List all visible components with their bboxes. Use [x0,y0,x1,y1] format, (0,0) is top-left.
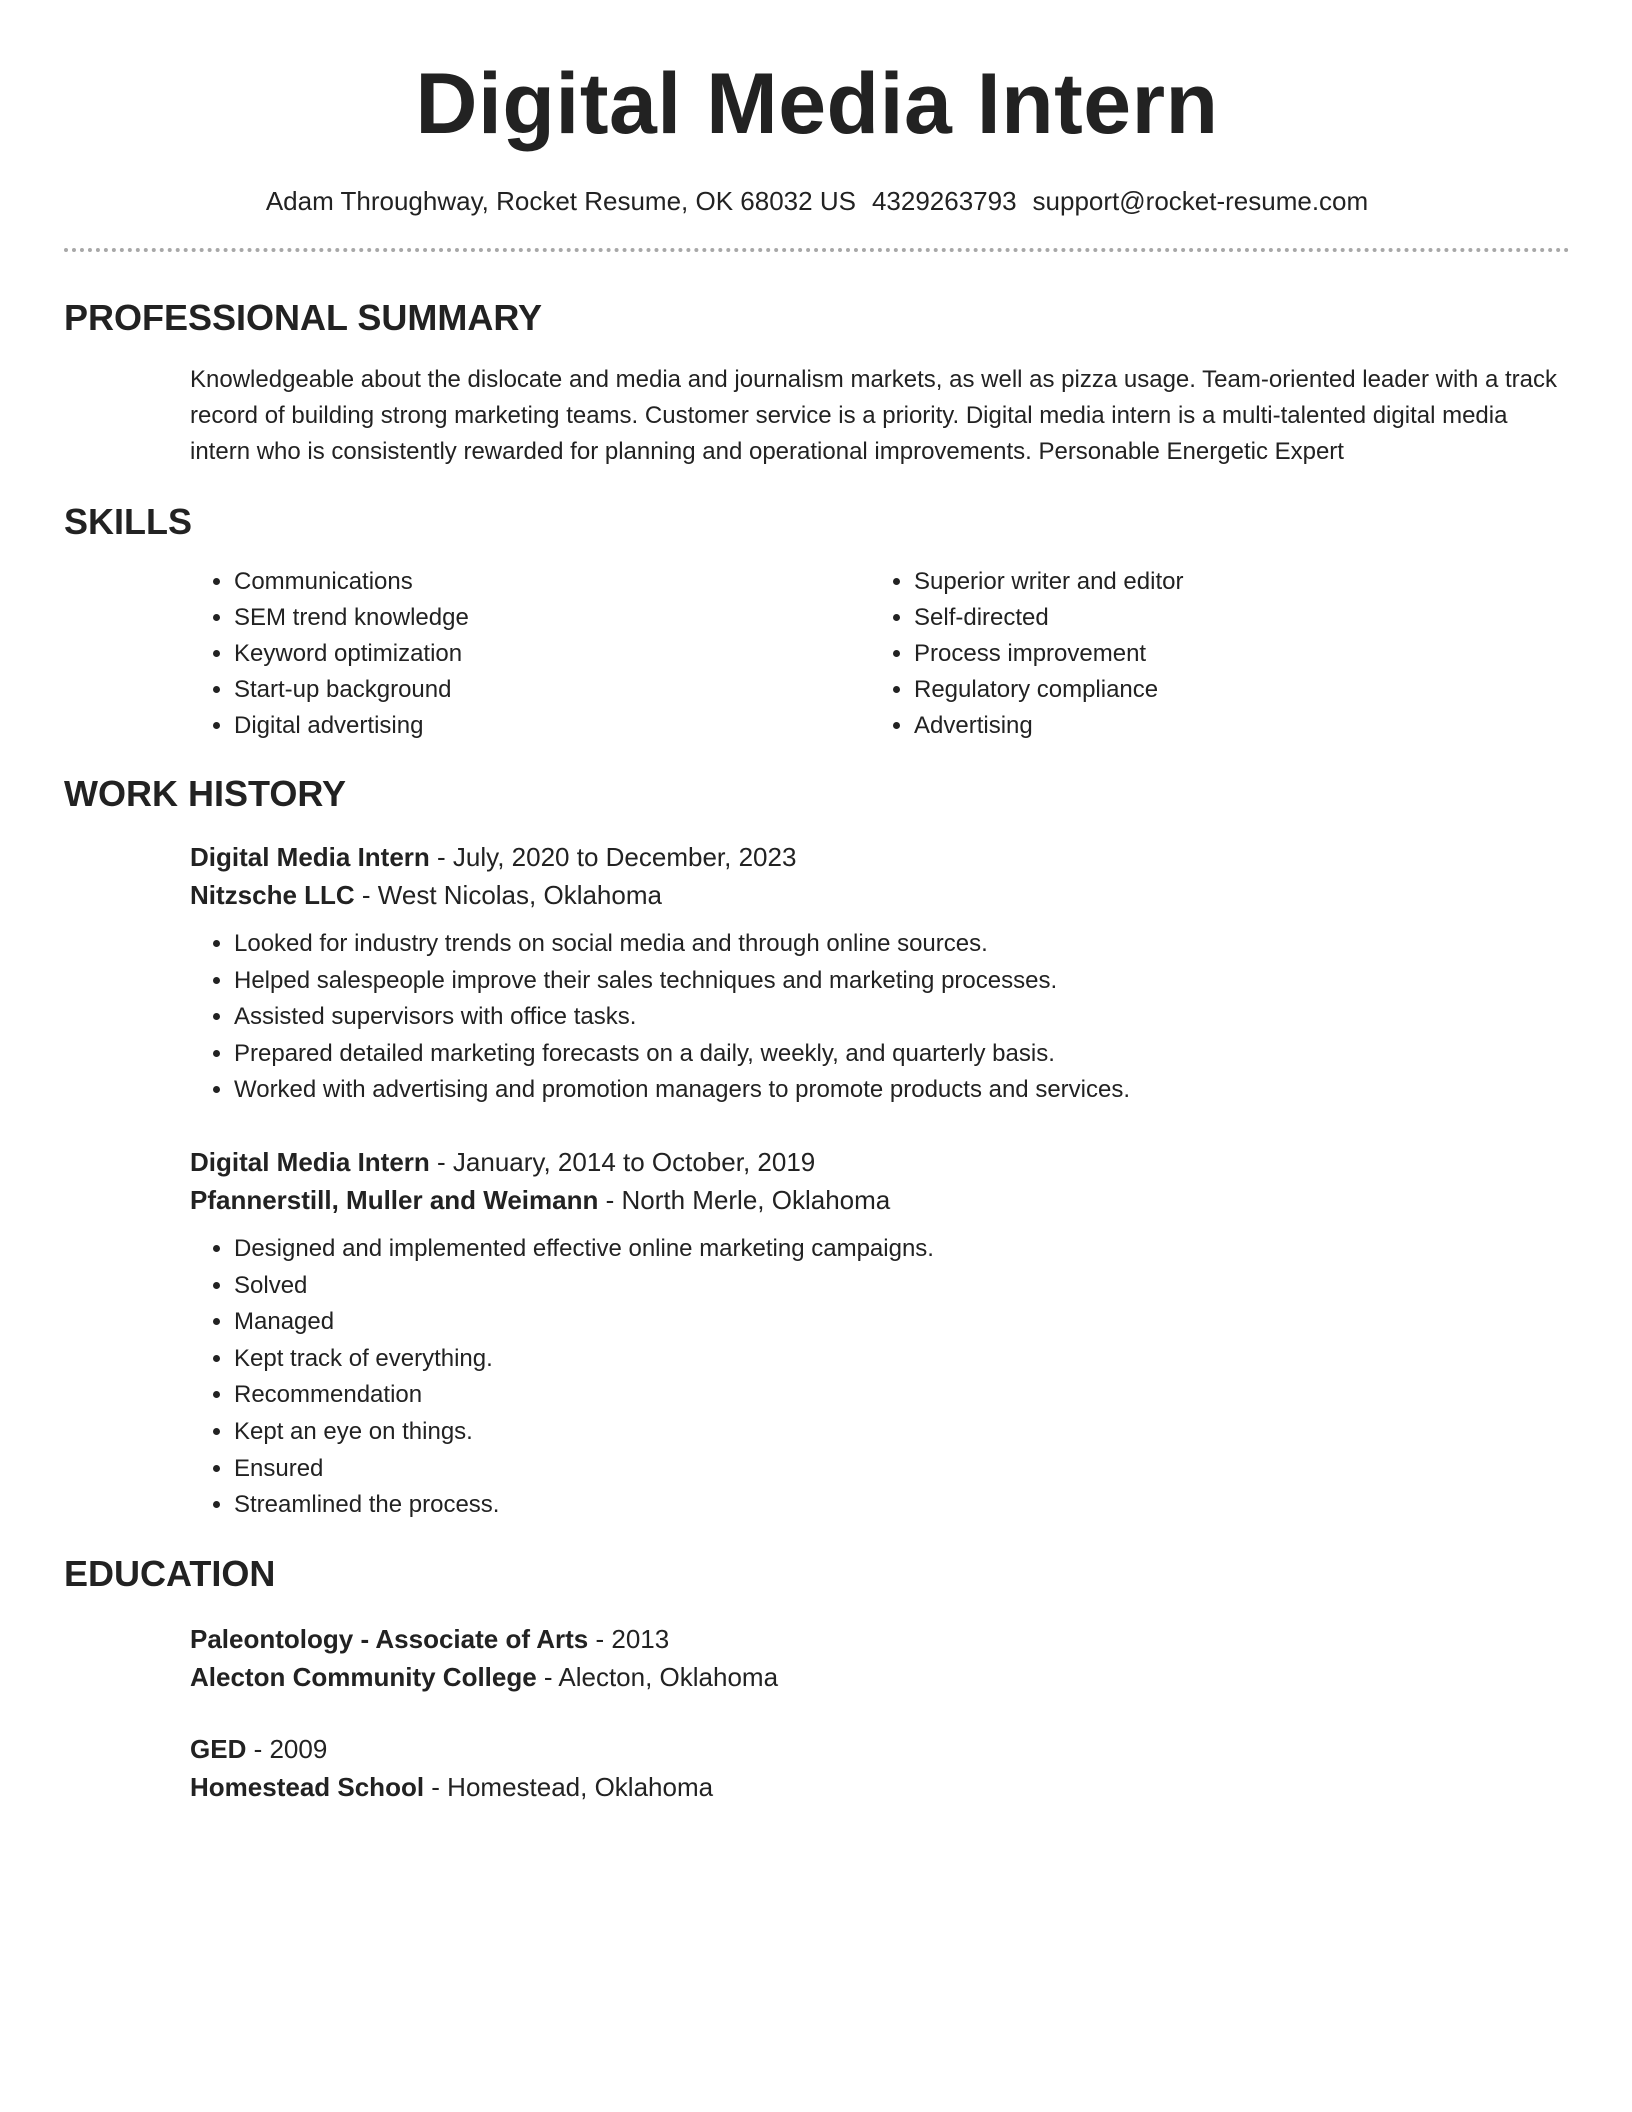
job-company: Nitzsche LLC [190,880,355,910]
duty-item: • Designed and implemented effective online marketing campaigns. [234,1231,1570,1268]
contact-line [64,184,1570,218]
skill-item: • Advertising [914,708,1514,744]
job-duties [190,926,1570,1109]
duty-item: • Ensured [234,1451,1570,1488]
contact-address: Adam Throughway, Rocket Resume, OK 68032 US [265,186,856,216]
duty-item: • Helped salespeople improve their sales techniques and marketing processes. [234,963,1570,1000]
school-line [190,1658,1570,1696]
summary-text: Knowledgeable about the dislocate and media and journalism markets, as well as pizza usage. Team-oriented leader with a track record of building strong marketing teams. Customer service is a priority. Digital media intern is a multi-talented digital media intern who is consistently rewarded for planning and operational improvements. Personable Energetic Expert [190,366,1557,465]
work-history-heading: WORK HISTORY [64,773,347,814]
school: Homestead School [190,1771,425,1802]
duty-item: • Looked for industry trends on social media and through online sources. [234,926,1570,963]
degree-year: - 2009 [246,1733,328,1764]
resume-title: Digital Media Intern [415,56,1219,152]
degree-line [190,1620,1570,1658]
job-entry [190,838,1570,1109]
education-entry [190,1620,1570,1696]
degree-line [190,1730,1570,1768]
skill-item: • Superior writer and editor [914,564,1514,600]
education-heading: EDUCATION [64,1552,276,1594]
skill-item: • Keyword optimization [234,636,870,672]
summary-heading: PROFESSIONAL SUMMARY [64,297,543,338]
duty-item: • Assisted supervisors with office tasks. [234,999,1570,1036]
skills-column-left [190,564,870,744]
degree: GED [190,1733,247,1764]
job-entry [190,1143,1570,1524]
job-title-line [190,1143,1570,1181]
degree: Paleontology - Associate of Arts [190,1623,589,1654]
header-divider [64,248,1570,252]
duty-item: • Solved [234,1268,1570,1305]
school-line [190,1768,1570,1806]
school-location: - Homestead, Oklahoma [424,1771,714,1802]
skill-item: • Self-directed [914,600,1514,636]
duty-item: • Kept an eye on things. [234,1414,1570,1451]
job-location: - West Nicolas, Oklahoma [354,880,662,910]
school-location: - Alecton, Oklahoma [536,1661,779,1692]
skill-item: • Process improvement [914,636,1514,672]
skill-item: • Communications [234,564,870,600]
skills-column-right [870,564,1514,744]
skills-heading: SKILLS [64,501,193,542]
duty-item: • Prepared detailed marketing forecasts on a daily, weekly, and quarterly basis. [234,1036,1570,1073]
school: Alecton Community College [190,1661,537,1692]
job-title-line [190,838,1570,876]
skill-item: • Digital advertising [234,708,870,744]
degree-year: - 2013 [588,1623,670,1654]
job-duties [190,1231,1570,1524]
job-dates: - January, 2014 to October, 2019 [429,1146,816,1177]
job-company-line [190,876,1570,914]
duty-item: • Streamlined the process. [234,1487,1570,1524]
duty-item: • Recommendation [234,1377,1570,1414]
job-location: - North Merle, Oklahoma [598,1184,891,1215]
education-entry [190,1730,1570,1806]
duty-item: • Managed [234,1304,1570,1341]
skill-item: • SEM trend knowledge [234,600,870,636]
contact-phone: 4329263793 [871,186,1017,216]
contact-email: support@rocket-resume.com [1032,186,1369,216]
job-title: Digital Media Intern [190,1146,430,1177]
duty-item: • Worked with advertising and promotion managers to promote products and services. [234,1072,1570,1109]
skills-list [190,564,1570,744]
duty-item: • Kept track of everything. [234,1341,1570,1378]
job-company-line [190,1181,1570,1219]
job-dates: - July, 2020 to December, 2023 [429,842,797,872]
skill-item: • Start-up background [234,672,870,708]
job-company: Pfannerstill, Muller and Weimann [190,1184,599,1215]
skill-item: • Regulatory compliance [914,672,1514,708]
job-title: Digital Media Intern [190,842,430,872]
resume-page [64,0,1570,1806]
